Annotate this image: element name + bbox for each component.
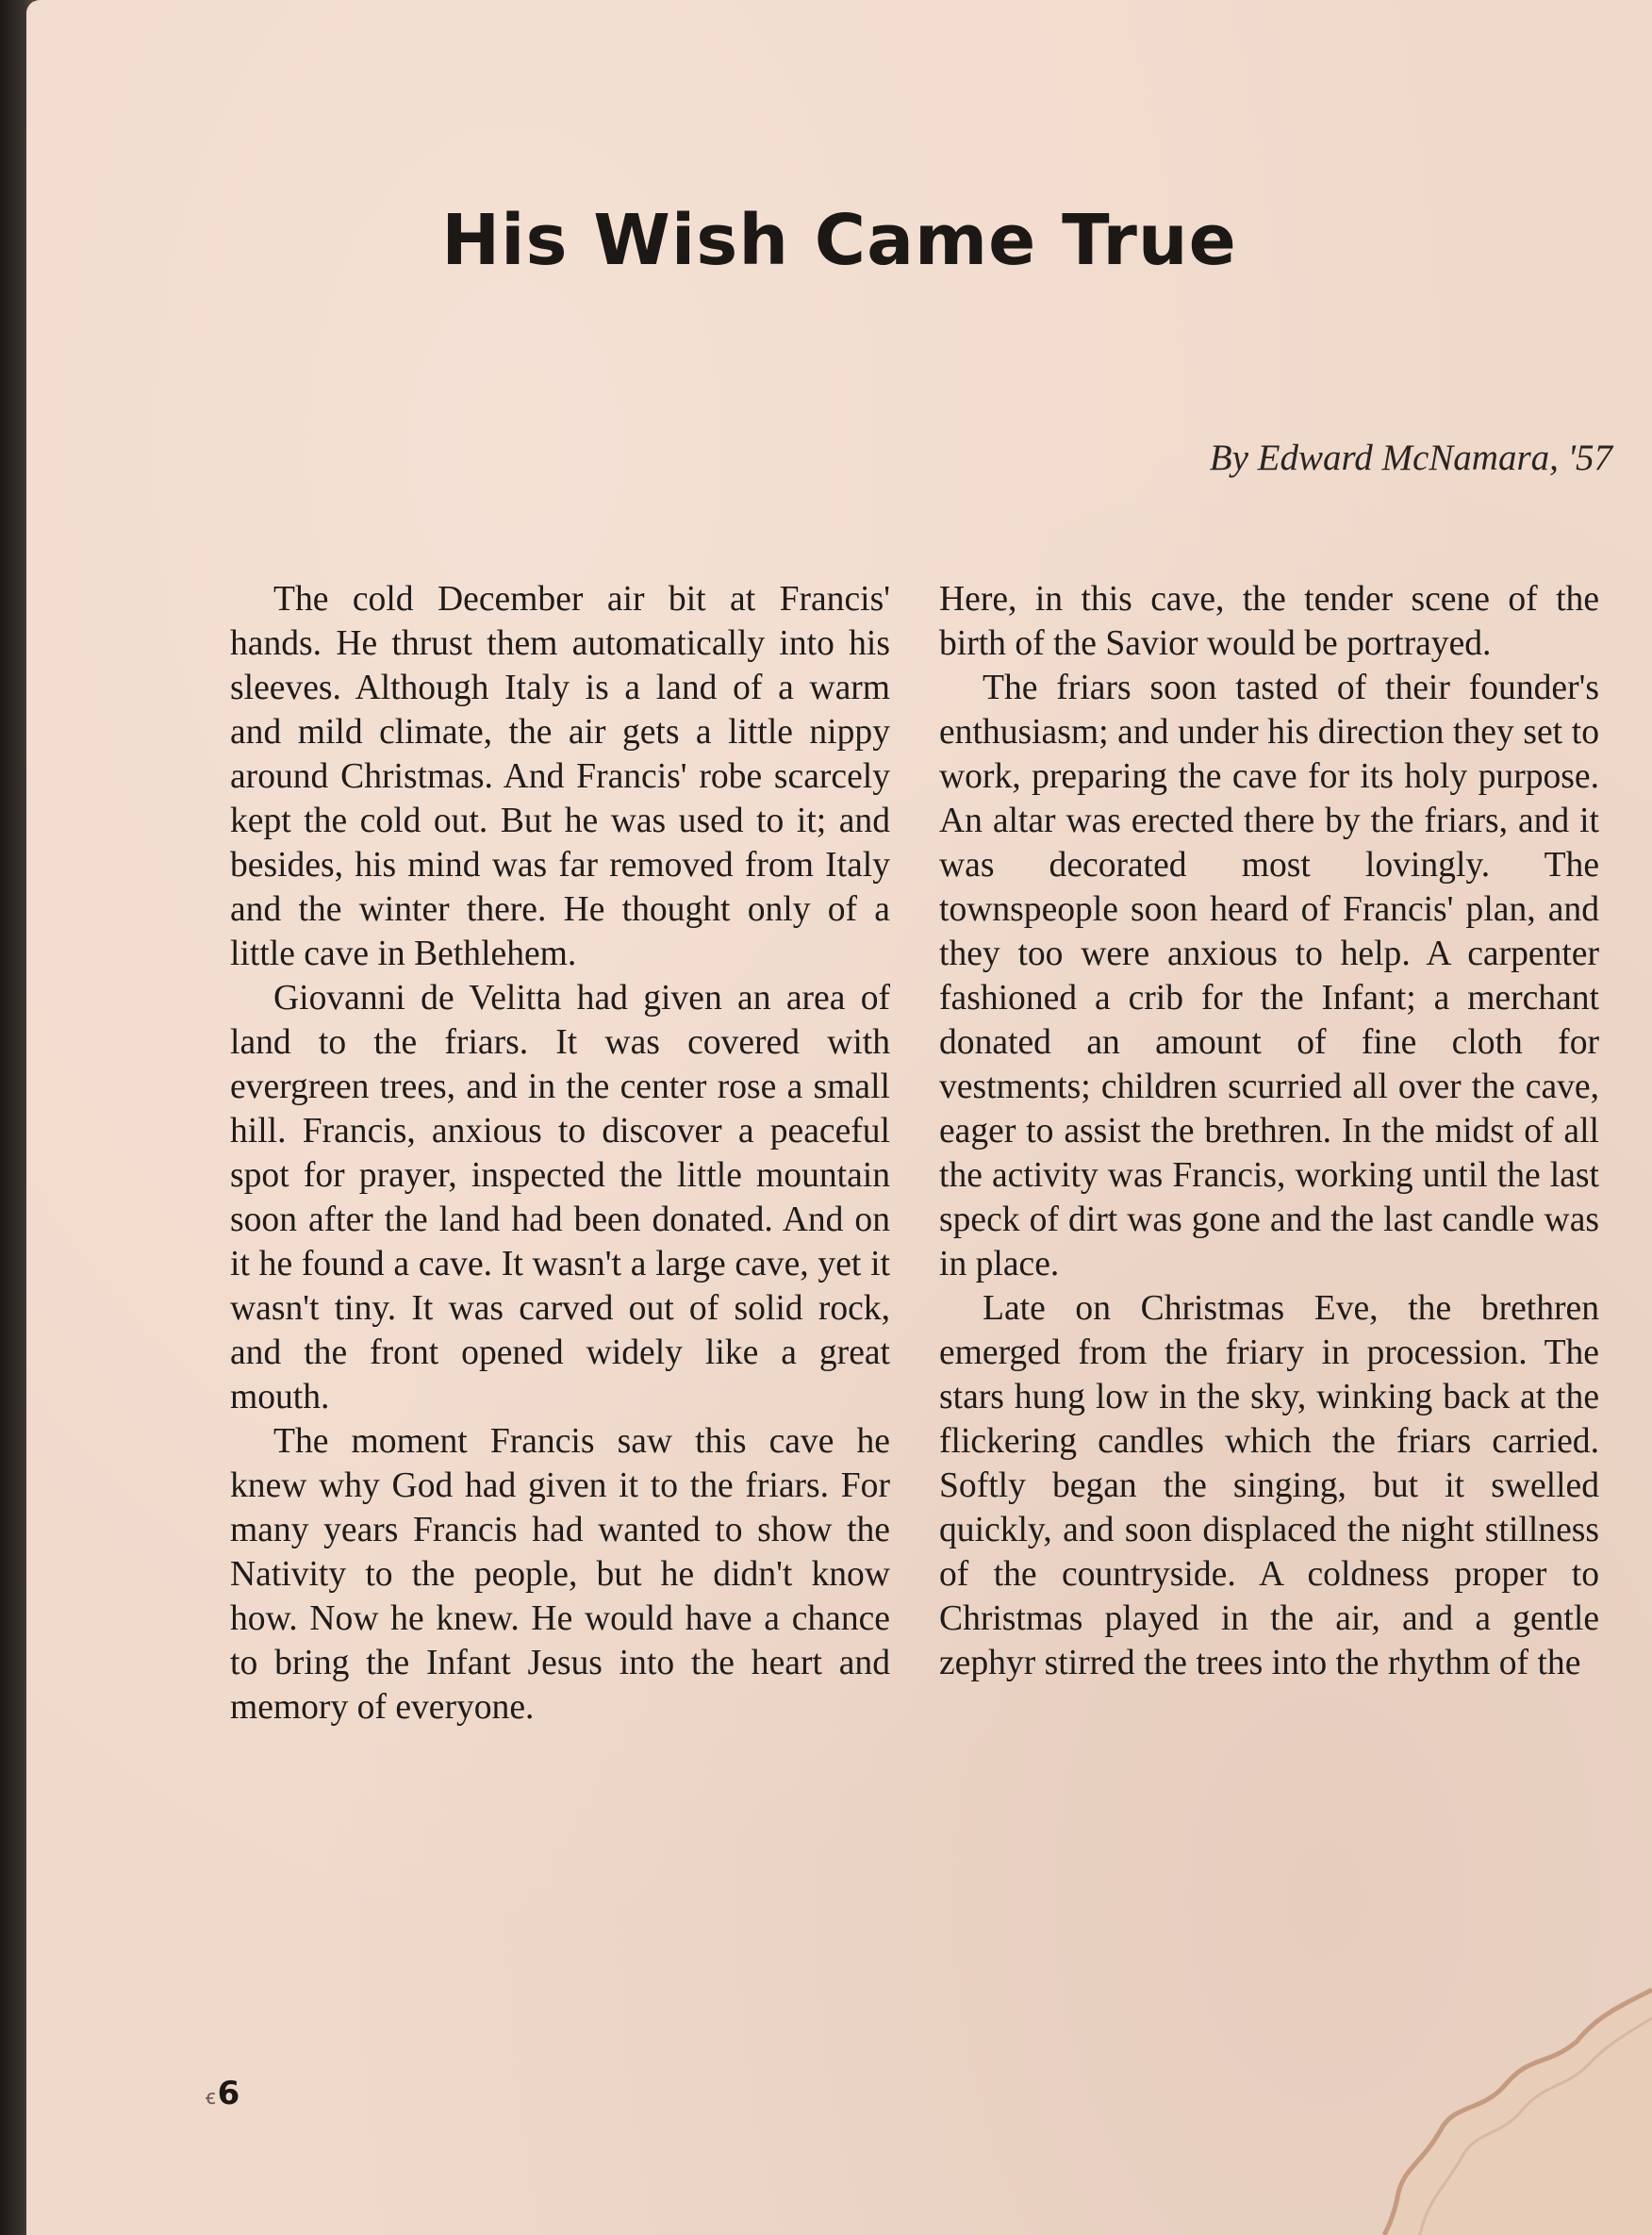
article-byline: By Edward McNamara, '57: [1209, 438, 1612, 478]
paragraph: Giovanni de Velitta had given an area of land to the friars. It was covered with evergreen trees, and in the center rose a small hill. Francis, anxious to discover a peaceful spot for prayer, inspected the little mountain soon after the land had been donated. And on it he found a cave. It wasn't a large cave, yet it wasn't tiny. It was carved out of solid rock, and the front opened widely like a great mouth.: [230, 979, 890, 1416]
paragraph: The moment Francis saw this cave he knew why God had given it to the friars. For many years Francis had wanted to show the Nativity to the people, but he didn't know how. Now he knew. He would have a chance to bring the Infant Jesus into the heart and memory of everyone.: [230, 1422, 890, 1727]
article-title: His Wish Came True: [441, 200, 1237, 281]
paragraph: The friars soon tasted of their founder's enthusiasm; and under his direction they set to work, preparing the cave for its holy purpose. An altar was erected there by the friars, and it was decorated most lovingly. The townspeople soon heard of Francis' plan, and they too were anxious to help. A carpenter fashioned a crib for the Infant; a merchant donated an amount of fine cloth for vestments; children scurried all over the cave, eager to assist the brethren. In the midst of all the activity was Francis, working until the last speck of dirt was gone and the last candle was in place.: [939, 669, 1599, 1283]
magazine-page: [26, 0, 1652, 2235]
paragraph: Late on Christmas Eve, the brethren emerged from the friary in procession. The stars hung low in the sky, winking back at the flickering candles which the friars carried. Softly began the singing, but it swelled quickly, and soon displaced the night stillness of the countryside. A coldness proper to Christmas played in the air, and a gentle zephyr stirred the trees into the rhythm of the: [939, 1289, 1599, 1682]
right-text-column: [939, 577, 1599, 1685]
page-mark: ꞓ: [206, 2086, 216, 2110]
torn-corner-stain: [1218, 1952, 1652, 2235]
paragraph-continued: Here, in this cave, the tender scene of the birth of the Savior would be portrayed.: [939, 580, 1599, 663]
left-text-column: [230, 577, 890, 1730]
paragraph: The cold December air bit at Francis' hands. He thrust them automatically into his sleeves. Although Italy is a land of a warm and mild climate, the air gets a little nippy around Christmas. And Francis' robe scarcely kept the cold out. But he was used to it; and besides, his mind was far removed from Italy and the winter there. He thought only of a little cave in Bethlehem.: [230, 580, 890, 973]
page-number: [206, 2075, 240, 2112]
page-number-value: 6: [217, 2075, 240, 2112]
